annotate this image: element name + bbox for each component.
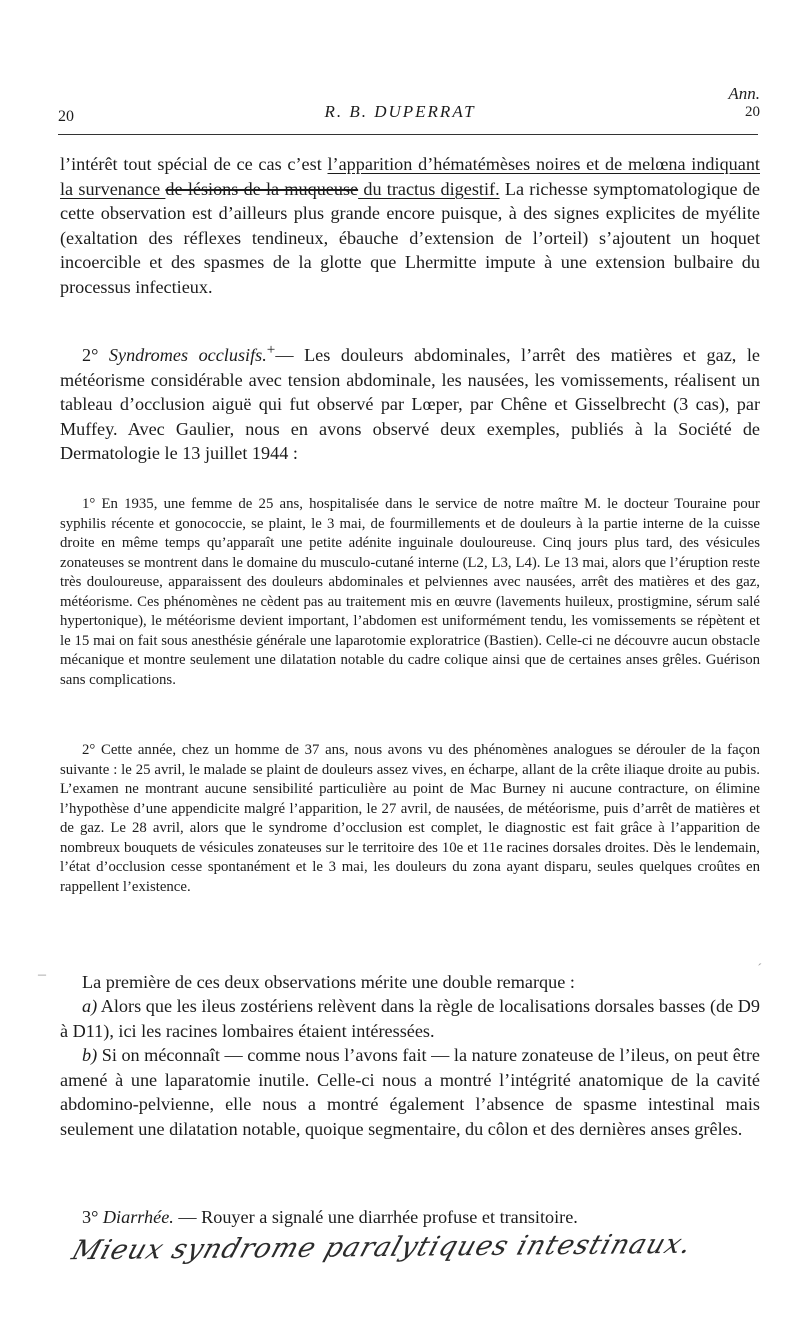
paragraph-case-1: 1° En 1935, une femme de 25 ans, hospitalisée dans le service de notre maître M. le docteur Touraine pour syphilis récente et gonococcie, se plaint, le 3 mai, de fourmillements et de douleurs à la partie interne de la cuisse droite en même temps qu’apparaît une petite adénite inguinale douloureuse. Cinq jours plus tard, des vésicules zonateuses se montrent dans le domaine du musculo-cutané interne (L2, L3, L4). Le 13 mai, alors que l’éruption reste très douloureuse, apparaissent des douleurs abdominales et pelviennes avec nausées, arrêt des matières et des gaz, météorisme. Ces phénomènes ne cèdent pas au traitement mis en œuvre (lavements huileux, prostigmine, sérum salé hypertonique), le météorisme devient important, l’abdomen est uniformément tendu, les vomissements se répètent et le 15 mai on fait sous anesthésie générale une laparotomie exploratrice (Bastien). Celle-ci ne découvre aucun obstacle mécanique et montre seulement une dilatation notable du cadre colique ainsi que de certaines anses grêles. Guérison sans complications. <box>60 496 760 688</box>
paragraph-remark-b <box>60 1043 760 1141</box>
running-head: R. B. DUPERRAT <box>324 102 476 121</box>
intro-start: l’intérêt tout spécial de ce cas c’est <box>60 154 328 174</box>
occlusifs-mark: + <box>266 341 276 358</box>
annotation-number: 20 <box>745 104 760 120</box>
diarrhee-heading: Diarrhée. <box>102 1207 174 1227</box>
occlusifs-text: — Les douleurs abdominales, l’arrêt des matières et gaz, le météorisme considérable avec tension abdominale, les nausées, les vomissements, réalisent un tableau d’occlusion aiguë qui fut observé par Lœper, par Chêne et Gisselbrecht (3 cas), par Muffey. Avec Gaulier, nous en avons observé deux exemples, publiés à la Société de Dermatologie le 13 juillet 1944 : <box>60 345 760 464</box>
margin-tick-mark: ˊ <box>757 962 762 977</box>
intro-struck: de lésions de la muqueuse <box>165 178 359 199</box>
header-rule <box>58 134 758 135</box>
intro-underlined-b: du tractus digestif. <box>358 178 500 199</box>
diarrhee-text: — Rouyer a signalé une diarrhée profuse et transitoire. <box>173 1207 578 1227</box>
remark-a-letter: a) <box>82 996 98 1016</box>
annotation-label: Ann. <box>728 84 760 103</box>
paragraph-intro <box>60 152 760 300</box>
page-number: 20 <box>58 108 74 125</box>
paragraph-occlusifs <box>60 338 760 466</box>
paragraph-premiere: La première de ces deux observations mérite une double remarque : <box>82 972 575 992</box>
intro-underlined-a: l’apparition d’hématémèses noires et de melœna indiquant la survenance <box>60 154 760 199</box>
remark-a-text: Alors que les ileus zostériens relèvent dans la règle de localisations dorsales basses (de D9 à D11), ici les racines lombaires étaient intéressées. <box>60 996 760 1041</box>
paragraph-diarrhee <box>60 1205 760 1230</box>
remark-b-letter: b) <box>82 1045 98 1065</box>
paragraph-remark-a <box>60 994 760 1043</box>
diarrhee-num: 3° <box>82 1207 103 1227</box>
margin-dash-mark: – <box>38 966 46 983</box>
handwritten-note: Mieux syndrome paralytiques intestinaux. <box>68 1228 697 1267</box>
occlusifs-heading: Syndromes occlusifs. <box>108 345 267 366</box>
intro-rest: La richesse symptomatologique de cette observation est d’ailleurs plus grande encore puisque, à des signes explicites de myélite (exaltation des réflexes tendineux, ébauche d’extension de l’orteil) s’ajoutent un hoquet incoercible et des spasmes de la glotte que Lhermitte impute à une extension bulbaire du processus infectieux. <box>60 178 760 297</box>
remark-b-text: Si on méconnaît — comme nous l’avons fait — la nature zonateuse de l’ileus, on peut être amené à une laparatomie inutile. Celle-ci nous a montré l’intégrité anatomique de la cavité abdomino-pelvienne, elle nous a montré également l’absence de spasme intestinal mais seulement une dilatation notable, quoique segmentaire, du côlon et des dernières anses grêles. <box>60 1045 760 1139</box>
occlusifs-num: 2° <box>82 345 109 366</box>
paragraph-case-2: 2° Cette année, chez un homme de 37 ans, nous avons vu des phénomènes analogues se dérouler de la façon suivante : le 25 avril, le malade se plaint de douleurs assez vives, en écharpe, allant de la crête iliaque droite au pubis. L’examen ne montrant aucune sensibilité particulière au point de Mac Burney ni aucune contracture, on élimine l’hypothèse d’une appendicite malgré l’apparition, le 27 avril, de nausées, de météorisme, puis d’arrêt de matières et de gaz. Le 28 avril, alors que le syndrome d’occlusion est complet, le diagnostic est fait grâce à l’apparition de nombreux bouquets de vésicules zonateuses sur le territoire des 10e et 11e racines dorsales droites. Dès le lendemain, l’état d’occlusion cesse spontanément et le 3 mai, les douleurs du zona ayant disparu, seules quelques croûtes en rappellent l’existence. <box>60 742 760 895</box>
